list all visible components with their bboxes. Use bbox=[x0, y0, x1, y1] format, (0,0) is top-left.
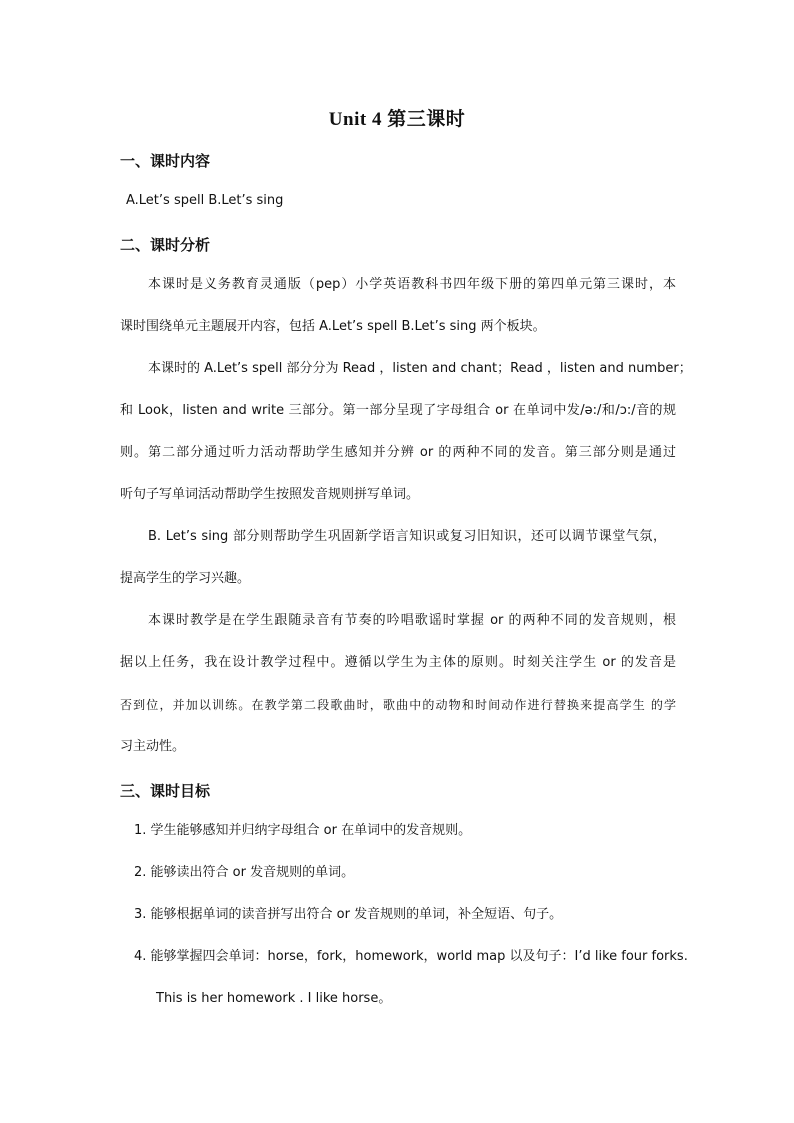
analysis-line: 则。第二部分通过听力活动帮助学生感知并分辨 or 的两种不同的发音。第三部分则是通过 bbox=[120, 445, 676, 460]
objective-continuation: This is her homework . I like horse。 bbox=[156, 991, 392, 1006]
analysis-line: 提高学生的学习兴趣。 bbox=[120, 571, 251, 586]
section-heading-content: 一、课时内容 bbox=[120, 152, 211, 170]
analysis-line: 本课时教学是在学生跟随录音有节奏的吟唱歌谣时掌握 or 的两种不同的发音规则，根 bbox=[148, 613, 676, 628]
objective-item: 4. 能够掌握四会单词：horse，fork，homework，world map 以及句子：I’d like four forks. bbox=[134, 949, 688, 964]
section-heading-analysis: 二、课时分析 bbox=[120, 236, 211, 254]
objective-item: 3. 能够根据单词的读音拼写出符合 or 发音规则的单词，补全短语、句子。 bbox=[134, 907, 563, 922]
analysis-line: 习主动性。 bbox=[120, 739, 186, 754]
objective-item: 2. 能够读出符合 or 发音规则的单词。 bbox=[134, 865, 355, 880]
analysis-line: 本课时的 A.Let’s spell 部分分为 Read ，listen and chant；Read ，listen and number； bbox=[148, 361, 692, 376]
page-title: Unit 4 第三课时 bbox=[328, 109, 466, 130]
section-content-text: A.Let’s spell B.Let’s sing bbox=[126, 193, 284, 208]
section-heading-objectives: 三、课时目标 bbox=[120, 782, 211, 800]
analysis-line: 和 Look，listen and write 三部分。第一部分呈现了字母组合 or 在单词中发/ə:/和/ɔ:/音的规 bbox=[120, 403, 676, 418]
analysis-line: 课时围绕单元主题展开内容，包括 A.Let’s spell B.Let’s sing 两个板块。 bbox=[120, 319, 546, 334]
analysis-line: 本课时是义务教育灵通版（pep）小学英语教科书四年级下册的第四单元第三课时，本 bbox=[148, 277, 676, 292]
analysis-line: 听句子写单词活动帮助学生按照发音规则拼写单词。 bbox=[120, 487, 420, 502]
objective-item: 1. 学生能够感知并归纳字母组合 or 在单词中的发音规则。 bbox=[134, 823, 472, 838]
analysis-line: 否到位，并加以训练。在教学第二段歌曲时，歌曲中的动物和时间动作进行替换来提高学生 的学 bbox=[120, 698, 676, 712]
analysis-line: B. Let’s sing 部分则帮助学生巩固新学语言知识或复习旧知识，还可以调节课堂气氛， bbox=[148, 529, 666, 544]
analysis-line: 据以上任务，我在设计教学过程中。遵循以学生为主体的原则。时刻关注学生 or 的发音是 bbox=[120, 655, 676, 670]
